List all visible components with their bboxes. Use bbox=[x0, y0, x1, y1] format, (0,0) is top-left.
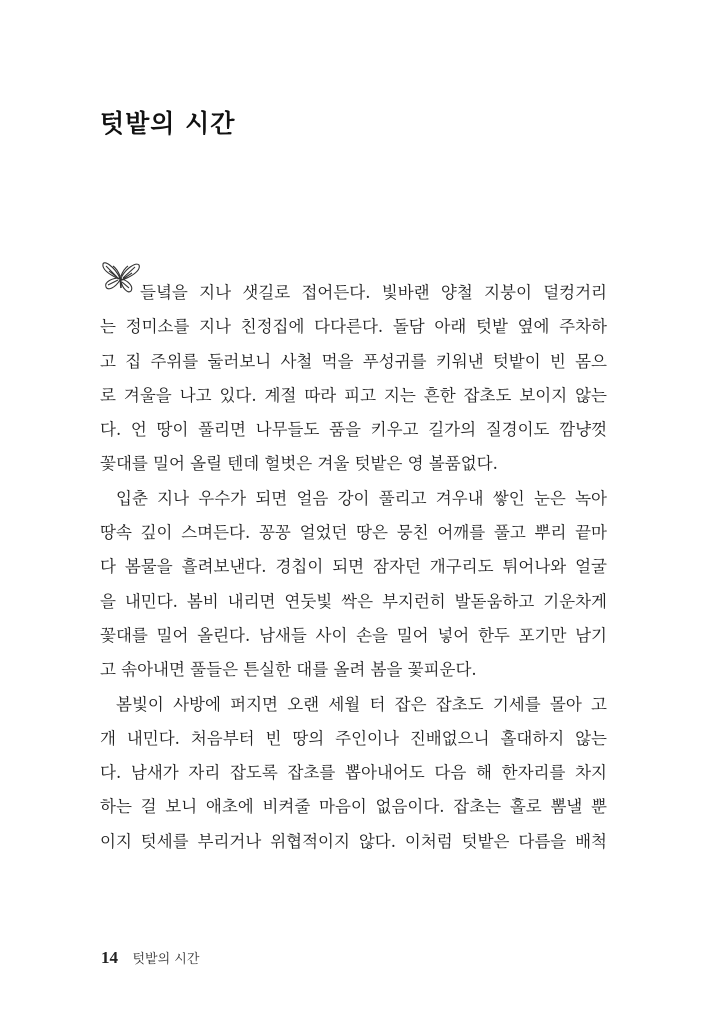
paragraph-line: 봄빛이 사방에 퍼지면 오랜 세월 터 잡은 잡초도 기세를 몰아 고 bbox=[116, 694, 607, 714]
paragraph-line: 고 솎아내면 풀들은 튼실한 대를 올려 봄을 꽃피운다. bbox=[100, 660, 477, 680]
page-footer bbox=[101, 948, 199, 968]
paragraph-line: 이지 텃세를 부리거나 위협적이지 않다. 이처럼 텃밭은 다름을 배척 bbox=[100, 831, 607, 851]
paragraph-line: 하는 걸 보니 애초에 비켜줄 마음이 없음이다. 잡초는 홀로 뽐낼 뿐 bbox=[100, 797, 607, 817]
paragraph-line: 고 집 주위를 둘러보니 사철 먹을 푸성귀를 키워낸 텃밭이 빈 몸으 bbox=[100, 351, 607, 371]
chapter-title: 텃밭의 시간 bbox=[100, 109, 236, 138]
page-number: 14 bbox=[101, 948, 118, 967]
paragraph-line: 들녘을 지나 샛길로 접어든다. 빛바랜 양철 지붕이 덜컹거리 bbox=[140, 283, 607, 302]
paragraph-line: 입춘 지나 우수가 되면 얼음 강이 풀리고 겨우내 쌓인 눈은 녹아 bbox=[116, 488, 607, 508]
paragraph-line: 꽃대를 밀어 올린다. 남새들 사이 손을 밀어 넣어 한두 포기만 남기 bbox=[100, 625, 607, 645]
running-title: 텃밭의 시간 bbox=[132, 952, 200, 967]
paragraph-line: 다. 언 땅이 풀리면 나무들도 품을 키우고 길가의 질경이도 깜냥껏 bbox=[100, 420, 607, 440]
body-text bbox=[100, 276, 607, 859]
paragraph-line: 다 봄물을 흘려보낸다. 경칩이 되면 잠자던 개구리도 튀어나와 얼굴 bbox=[100, 557, 607, 577]
paragraph-line: 꽃대를 밀어 올릴 텐데 헐벗은 겨울 텃밭은 영 볼품없다. bbox=[100, 454, 498, 474]
paragraph-line: 을 내민다. 봄비 내리면 연둣빛 싹은 부지런히 발돋움하고 기운차게 bbox=[100, 591, 607, 611]
paragraph-line: 는 정미소를 지나 친정집에 다다른다. 돌담 아래 텃밭 옆에 주차하 bbox=[100, 317, 607, 337]
paragraph-line: 땅속 깊이 스며든다. 꽁꽁 얼었던 땅은 뭉친 어깨를 풀고 뿌리 끝마 bbox=[100, 523, 607, 543]
paragraph-line: 다. 남새가 자리 잡도록 잡초를 뽑아내어도 다음 해 한자리를 차지 bbox=[100, 763, 607, 783]
paragraph-line: 개 내민다. 처음부터 빈 땅의 주인이나 진배없으니 홀대하지 않는 bbox=[100, 728, 607, 748]
paragraph-line: 로 겨울을 나고 있다. 계절 따라 피고 지는 흔한 잡초도 보이지 않는 bbox=[100, 385, 607, 405]
